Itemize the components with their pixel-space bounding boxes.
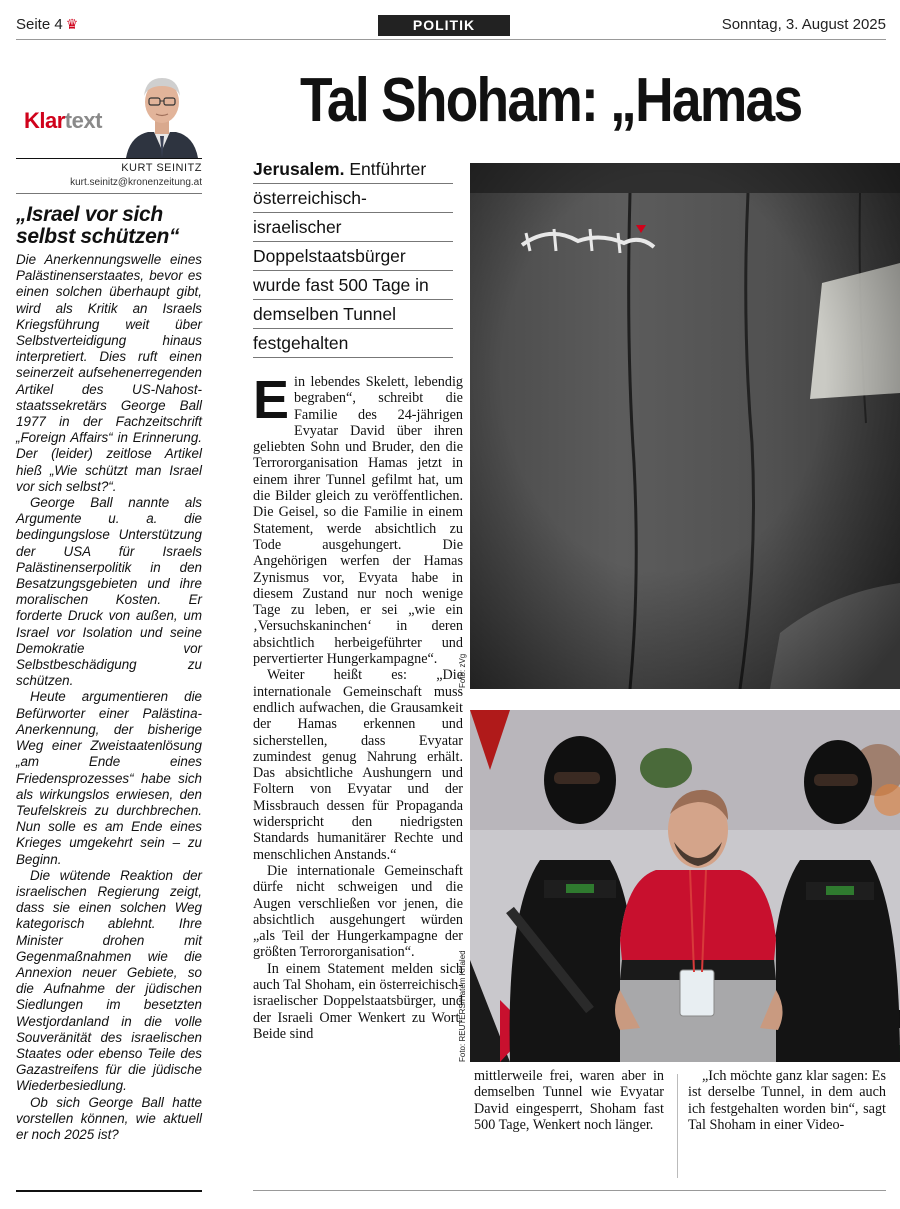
article-bottom-rule (253, 1190, 886, 1191)
author-email[interactable]: kurt.seinitz@kronenzeitung.at (70, 177, 202, 188)
deck-line: Jerusalem. Entführter (253, 155, 453, 184)
article-body-column (253, 370, 463, 1042)
comment-body (16, 252, 202, 1143)
deck-line: festgehalten (253, 329, 453, 358)
photo-credit: Foto: REUTERS/Hatem Khaled (458, 950, 467, 1062)
comment-paragraph: Heute argumentieren die Befürworter einer Palästina-Anerkennung, der bisherige Weg einer Zweistaatenlösung „am Ende eines Friedensprozesses“ habe sich als wirkungslos erwiesen, den Teufelskreis zu durchbrechen. Nun solle es am Ende eines Krieges umgekehrt sein – zu Beginn. (16, 689, 202, 867)
section-label: POLITIK (378, 15, 510, 36)
deck-line: israelischer (253, 213, 453, 242)
deck-dateline: Jerusalem. (253, 159, 345, 179)
article-paragraph: Die internationale Gemeinschaft dürfe nicht schweigen und die Augen verschließen vor jenen, die absichtlich ausgehungert würden „als Teil der Hungerkampagne der größten Terrororganisation“. (253, 862, 463, 961)
article-body-column-3 (688, 1068, 886, 1133)
article-body-column-2: mittlerweile frei, waren aber in demselben Tunnel wie Evyatar David eingesperrt, Shoham fast 500 Tage, Wenkert noch länger. (474, 1068, 664, 1133)
comment-column (16, 66, 202, 1196)
comment-paragraph: Die Anerkennungswelle eines Palästinenserstaates, bevor es einen solchen überhaupt gibt, wird als Kritik an Israels Kriegsführung weit über Selbstverteidigung hinaus interpretiert. Dies ruft einen seinerzeit aufsehenerregenden Artikel des US-Nahost-staatssekretärs George Ball 1977 in der Fachzeitschrift „Foreign Affairs“ in Erinnerung. Der (leider) zeitlose Artikel hieß „Wie schützt man Israel vor sich selbst?“. (16, 252, 202, 494)
comment-brand: Klartext (24, 108, 102, 133)
deck-line: österreichisch- (253, 184, 453, 213)
comment-bottom-rule (16, 1190, 202, 1192)
comment-paragraph: George Ball nannte als Argumente u. a. die bedingungslose Unterstützung der USA für Israels Palästinenserpolitik in den Besatzungsgebieten und ihre moralischen Kosten. Er forderte Druck von außen, um Israel vor Isolation und seine Demokratie vor Selbstbeschädigung zu schützen. (16, 495, 202, 689)
issue-date: Sonntag, 3. August 2025 (721, 16, 886, 33)
author-divider (16, 158, 202, 159)
article-paragraph: In einem Statement melden sich auch Tal Shoham, ein österreichisch-israelischer Doppelstaatsbürger, und der Israeli Omer Wenkert zu Wort. Beide sind (253, 960, 463, 1042)
deck-line: wurde fast 500 Tage in (253, 271, 453, 300)
article-paragraph: Ein lebendes Skelett, lebendig begraben“, schreibt die Familie des 24-jährigen Evyatar David über ihren geliebten Sohn und Bruder, den die Terrororganisation Hamas jetzt in einem ihrer Tunnel gefilmt hat, um die Bilder gleich zu veröffentlichen. Die Geisel, so die Familie in einem Statement, werde absichtlich zu Tode ausgehungert. Die Angehörigen werfen der Hamas Zynismus vor, Evyata habe in diesem Zustand nur noch wenige Tage zu leben, er sei „wie ein ‚Versuchskaninchen‘ in deren absichtlich herbeigeführter und pervertierter Hungerkampagne“. (253, 370, 463, 668)
comment-paragraph: Die wütende Reaktion der israelischen Regierung zeigt, dass sie einen solchen Weg kategorisch ablehnt. Ihre Minister drohen mit Gegenmaßnahmen wie die Annexion neuer Gebiete, so die Aufnahme der jüdischen Siedlungen im besetzten Westjordanland in die volle Souveränität des israelischen Staates oder ebenso Teile des Gazastreifens für die jüdische Wiederbesiedlung. (16, 867, 202, 1094)
page-number: Seite 4 ♛ (16, 16, 79, 33)
author-portrait (122, 66, 202, 158)
column-divider (677, 1074, 678, 1178)
tunnel-photo (470, 163, 900, 689)
article-paragraph: „Ich möchte ganz klar sagen: Es ist derselbe Tunnel, in dem auch ich festgehalten worden bin“, sagt Tal Shoham in einer Video- (688, 1068, 886, 1133)
comment-title: „Israel vor sich selbst schützen“ (16, 203, 180, 248)
deck-line: demselben Tunnel (253, 300, 453, 329)
crown-icon: ♛ (65, 16, 79, 32)
author-name: KURT SEINITZ (121, 162, 202, 174)
photo-credit: Foto: zVg (458, 653, 467, 688)
article-deck (253, 155, 453, 358)
header-divider (16, 39, 886, 40)
hostage-photo (470, 710, 900, 1062)
author-divider-bottom (16, 193, 202, 194)
drop-cap: E (253, 370, 290, 430)
article-headline: Tal Shoham: „Hamas (300, 66, 802, 135)
deck-line: Doppelstaatsbürger (253, 242, 453, 271)
article-paragraph: Weiter heißt es: „Die internationale Gemeinschaft muss endlich aufwachen, die Grausamkeit der Hamas erkennen und sicherstellen, dass Evyatar zumindest genug Nahrung erhält. Das absichtliche Aushungern und Foltern von Evyatar und der Missbrauch dessen für Propaganda widerspricht den niedrigsten Standards humanitärer Rechte und menschlichen Anstands.“ (253, 667, 463, 863)
page-header (16, 14, 886, 38)
comment-paragraph: Ob sich George Ball hatte vorstellen können, wie aktuell er noch 2025 ist? (16, 1094, 202, 1142)
